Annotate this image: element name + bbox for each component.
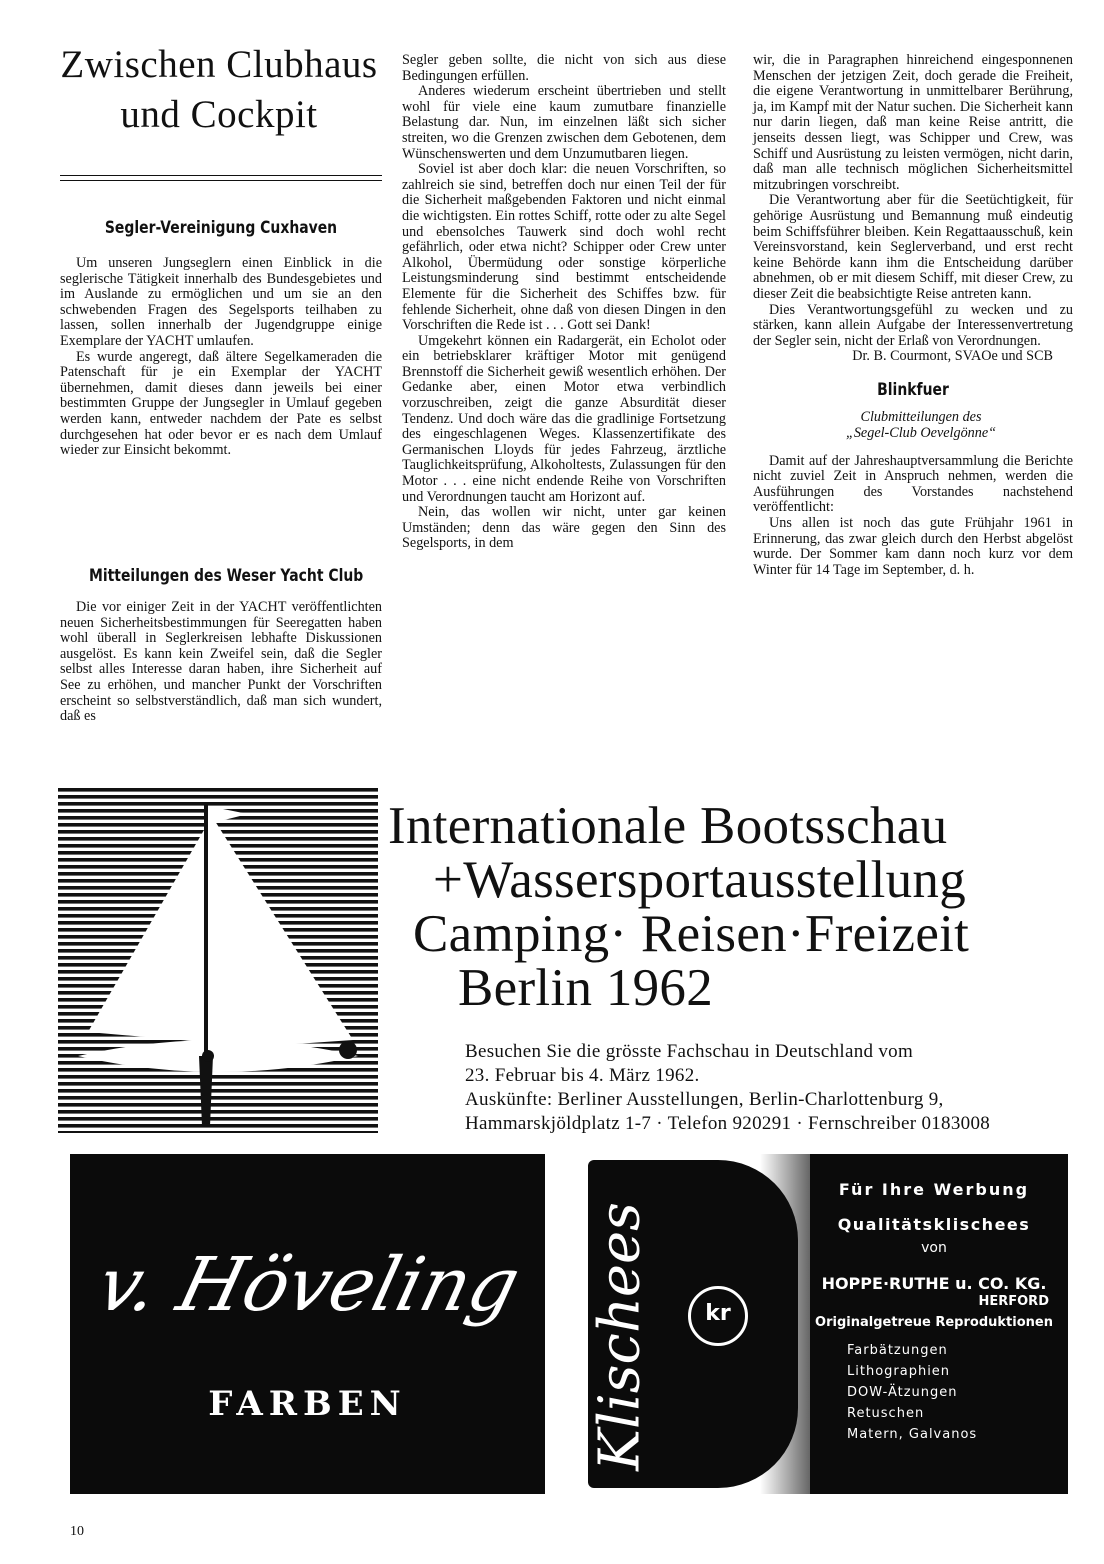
section-title-weser: Mitteilungen des Weser Yacht Club xyxy=(88,566,364,586)
paragraph: Anderes wiederum erscheint übertrieben und stellt wohl für viele eine kaum zumutbare finanzielle Belastung dar. Nun, im einzelnen läßt sich sicher streiten, wo die Grenzen zwischen dem Gebotenen, dem Wünschenswerten und dem Unzumutbaren liegen. xyxy=(402,83,726,162)
hoeveling-ad xyxy=(70,1154,545,1494)
hoeveling-word: FARBEN xyxy=(208,1384,407,1424)
paragraph: Segler geben sollte, die nicht von sich aus diese Bedingungen erfüllen. xyxy=(402,52,726,84)
ad-info-line-2: 23. Februar bis 4. März 1962. xyxy=(465,1065,700,1086)
klischees-list xyxy=(805,1340,1063,1445)
klischees-ad xyxy=(570,1154,1068,1494)
blinkfuer-subtitle-2: „Segel-Club Oevelgönne“ xyxy=(845,425,997,442)
heading-rule-bottom xyxy=(60,180,382,181)
list-item: Matern, Galvanos xyxy=(847,1427,978,1442)
section-title-cuxhaven: Segler-Vereinigung Cuxhaven xyxy=(104,218,338,238)
list-item: Retuschen xyxy=(847,1406,925,1421)
blinkfuer-subtitle-1: Clubmitteilungen des xyxy=(860,409,982,426)
paragraph: Dies Verantwortungsgefühl zu wecken und zu stärken, kann allein Aufgabe der Interessenvertretung der Segler sein, nicht der Erlaß von Verordnungen. xyxy=(753,301,1073,349)
klischees-logo-text: kr xyxy=(705,1301,731,1326)
column-3-text xyxy=(753,53,1073,578)
paragraph: Die Verantwortung aber für die Seetüchtigkeit, für gehörige Ausrüstung und Bemannung muß eindeutig beim Schiffsführer bleiben. Kein Regattaausschuß, kein Vereinsvorstand, kein Seglerverband, und erst recht keine Behörde kann ihm die Entscheidung darüber abnehmen, ob er mit diesem Schiff, mit dieser Crew, zu dieser Zeit die beabsichtigte Reise antreten kann. xyxy=(753,192,1073,302)
section-title-blinkfuer: Blinkfuer xyxy=(877,379,949,400)
boat-show-ad xyxy=(58,788,1078,1138)
paragraph: Die vor einiger Zeit in der YACHT veröffentlichten neuen Sicherheitsbestimmungen für Seeregatten haben wohl überall in Seglerkreisen lebhafte Diskussionen ausgelöst. Es kann kein Zweifel sein, daß die Segler selbst alles Interesse daran haben, ihre Sicherheit auf See zu erhöhen, und mancher Punkt der Vorschriften erscheint so selbstverständlich, daß man sich wundert, daß es xyxy=(60,599,382,725)
paragraph: Soviel ist aber doch klar: die neuen Vorschriften, so zahlreich sie sind, betreffen doch nur einen Teil der für die Sicherheit maßgebenden Faktoren und nicht einmal die wichtigsten. Ein rottes Schiff, rotte oder zu alte Segel und ebensolches Tauwerk sind doch wohl recht gefährlich, oder etwa nicht? Schipper oder Crew unter Alkohol, Übermüdung oder sonstige körperliche Leistungsminderung sind bestimmt entscheidende Elemente für die Sicherheit des Schiffes bzw. für fehlende Sicherheit, ohne daß von diesen Dingen in den Vorschriften die Rede ist . . . Gott sei Dank! xyxy=(402,161,726,334)
klischees-line-3: von xyxy=(921,1240,947,1256)
hoeveling-script-logo: v. Höveling xyxy=(89,1242,528,1328)
column-1-text xyxy=(60,256,382,459)
heading-rule-top xyxy=(60,175,382,176)
klischees-line-1: Für Ihre Werbung xyxy=(838,1180,1030,1199)
ad-title-line-2: +Wassersportausstellung xyxy=(433,851,966,909)
klischees-logo-icon xyxy=(688,1286,748,1346)
ad-info-line-4: Hammarskjöldplatz 1-7 · Telefon 920291 · Fernschreiber 0183008 xyxy=(465,1113,991,1134)
paragraph: wir, die in Paragraphen hinreichend eingesponnenen Menschen der jetzigen Zeit, doch gerade die Freiheit, die eigene Verantwortung in unmittelbarer Berührung, ja, im Kampf mit der Natur suchen. Die Sicherheit kann nur darin liegen, daß man keine Reise antritt, die jenseits dessen liegt, was Schipper und Crew, was Schiff und Ausrüstung zu leisten vermögen, nicht darin, daß man alle technisch möglichen Sicherheitsmittel mitzubringen vorschreibt. xyxy=(753,52,1073,193)
heading-line-2: und Cockpit xyxy=(120,93,318,136)
article-heading xyxy=(50,40,388,140)
klischees-text-block xyxy=(805,1180,1063,1445)
ad-title-line-1: Internationale Bootsschau xyxy=(388,797,948,855)
paragraph: Nein, das wollen wir nicht, unter gar keinen Umständen; denn das wäre gegen den Sinn des Segelsports, in dem xyxy=(402,504,726,552)
klischees-script: Klischees xyxy=(587,1202,653,1471)
paragraph: Uns allen ist noch das gute Frühjahr 1961 in Erinnerung, das zwar gleich durch den Herbst abgelöst wurde. Der Sommer kam dann noch kurz vor dem Winter für 14 Tage im September, d. h. xyxy=(753,515,1073,578)
paragraph: Es wurde angeregt, daß ältere Segelkameraden die Patenschaft für je ein Exemplar der YACHT übernehmen, damit dieses dann jeweils bei einer bestimmten Gruppe der Jungsegler in Umlauf gegeben werden kann, entweder nachdem der Pate es selbst durchgesehen hat oder bevor er es nach dem Umlauf wieder zur Einsicht bekommt. xyxy=(60,348,382,459)
heading-line-1: Zwischen Clubhaus xyxy=(60,43,378,86)
page-number: 10 xyxy=(70,1524,84,1539)
ad-title-line-4: Berlin 1962 xyxy=(458,959,714,1017)
ad-info-line-1: Besuchen Sie die grösste Fachschau in Deutschland vom xyxy=(465,1041,914,1062)
column-1-lower-text xyxy=(60,600,382,725)
ad-info-line-3: Auskünfte: Berliner Ausstellungen, Berlin-Charlottenburg 9, xyxy=(465,1089,944,1110)
klischees-line-5: HERFORD xyxy=(978,1294,1049,1309)
ad-title-line-3: Camping· Reisen·Freizeit xyxy=(413,905,970,963)
list-item: Farbätzungen xyxy=(847,1343,948,1358)
paragraph: Umgekehrt können ein Radargerät, ein Echolot oder ein betriebsklarer kräftiger Motor mit genügend Brennstoff die Sicherheit gewiß wesentlich erhöhen. Der Gedanke aber, einen Motor etwa verbindlich vorzuschreiben, zeigt die ganze Absurdität dieser Tendenz. Und doch wäre das die gradlinige Fortsetzung des eingeschlagenen Weges. Klassenzertifikate des Germanischen Lloyds für jedes Fahrzeug, ärztliche Tauglichkeitsprüfung, Alkoholtests, Zulassungen für den Motor . . . eine nicht endende Reihe von Vorschriften und Verordnungen taucht am Horizont auf. xyxy=(402,332,726,505)
signature: Dr. B. Courmont, SVAOe und SCB xyxy=(852,348,1053,365)
list-item: Lithographien xyxy=(847,1364,951,1379)
klischees-line-2: Qualitätsklischees xyxy=(837,1215,1031,1234)
klischees-line-6: Originalgetreue Reproduktionen xyxy=(815,1315,1053,1330)
paragraph: Um unseren Jungseglern einen Einblick in die seglerische Tätigkeit innerhalb des Bundesgebietes und im Auslande zu ermöglichen und um sie an den schwebenden Fragen des Segelsports teilhaben zu lassen, sollen innerhalb der Jugendgruppe einige Exemplare der YACHT umlaufen. xyxy=(60,255,382,349)
sailboat-illustration xyxy=(58,788,378,1133)
klischees-line-4: HOPPE·RUTHE u. CO. KG. xyxy=(821,1274,1047,1293)
paragraph: Damit auf der Jahreshauptversammlung die Berichte nicht zuviel Zeit in Anspruch nehmen, werden die Ausführungen des Vorstandes nachstehend veröffentlicht: xyxy=(753,452,1073,516)
column-2-text xyxy=(402,53,726,552)
list-item: DOW-Ätzungen xyxy=(847,1385,958,1400)
